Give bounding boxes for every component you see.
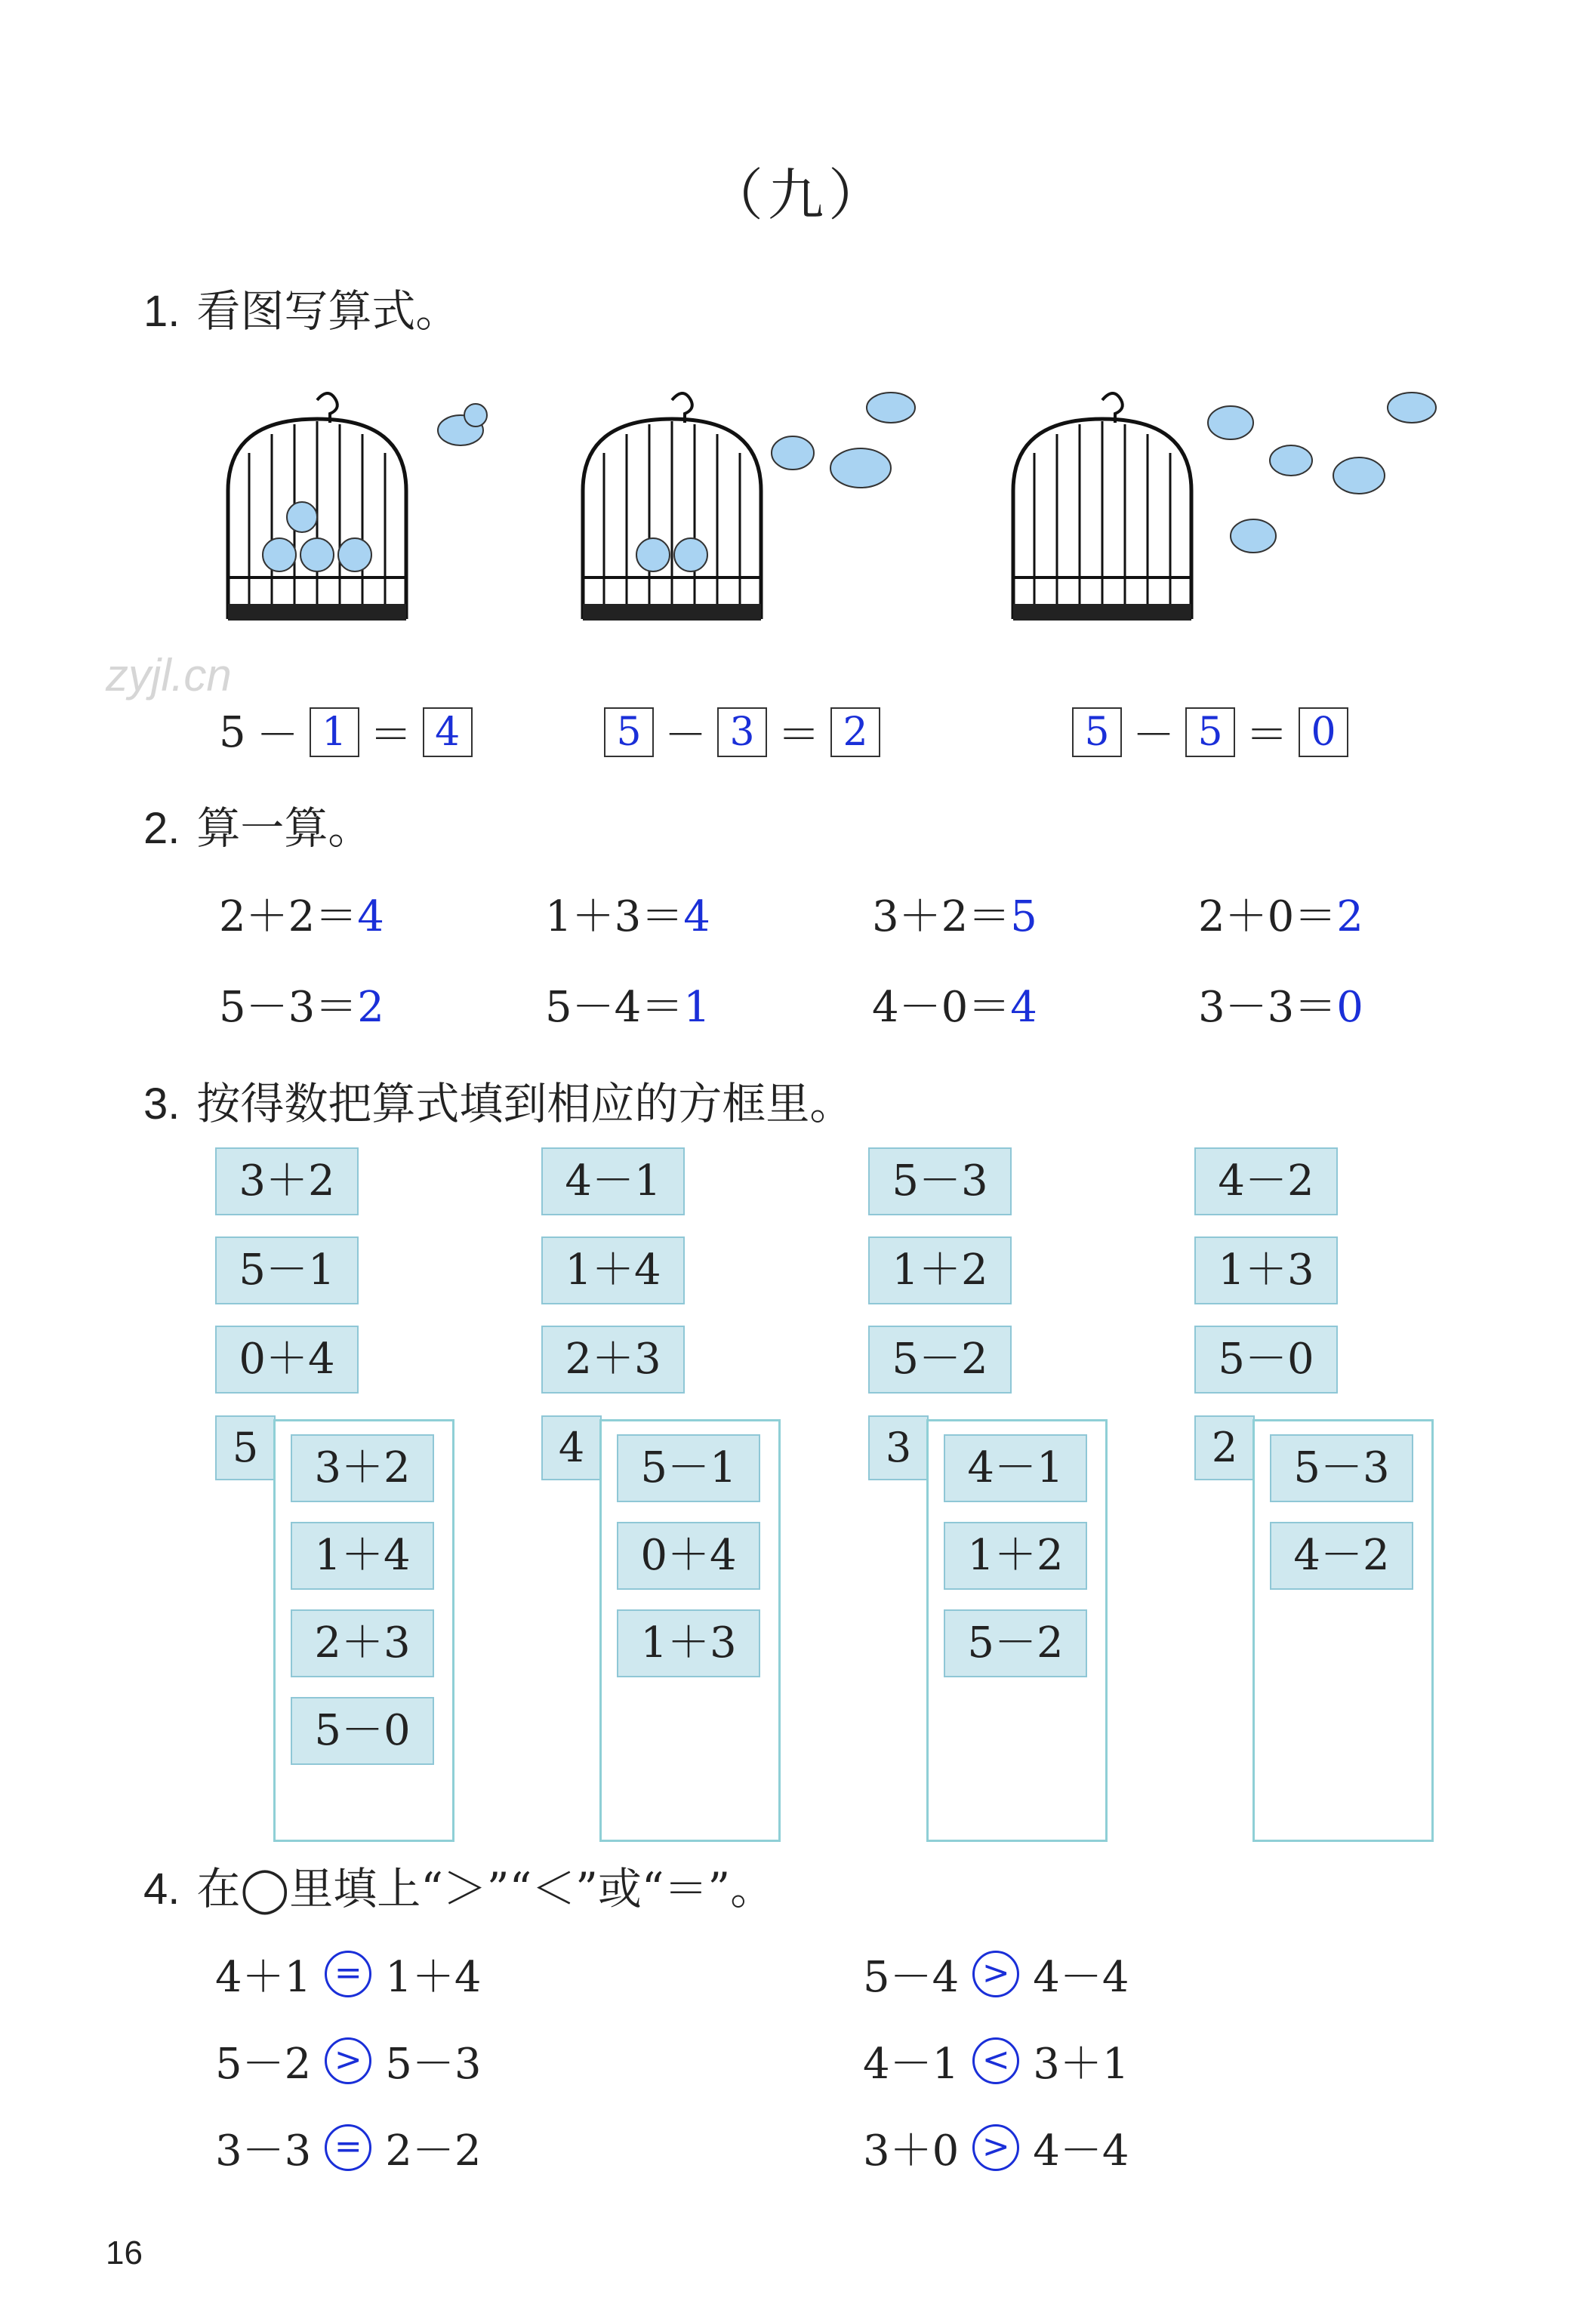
comparison-circle[interactable]: > bbox=[972, 2124, 1019, 2171]
sorted-expression-card[interactable]: 0＋4 bbox=[617, 1522, 760, 1590]
calculation-item bbox=[219, 883, 384, 944]
result-label: 3 bbox=[868, 1415, 929, 1480]
question-number: 3. bbox=[143, 1079, 180, 1129]
question-2-heading bbox=[143, 793, 371, 856]
question-3-heading bbox=[143, 1068, 853, 1132]
question-text: 看图写算式。 bbox=[196, 285, 460, 337]
calculation-item bbox=[1198, 974, 1363, 1034]
expression: 2＋0＝ bbox=[1198, 892, 1337, 941]
question-text: 算一算。 bbox=[196, 802, 372, 854]
expression: 4－0＝ bbox=[872, 983, 1011, 1032]
comparison-item bbox=[863, 1944, 1129, 2004]
result-label: 5 bbox=[215, 1415, 276, 1480]
sorted-expression-card[interactable]: 5－1 bbox=[617, 1434, 760, 1502]
answer-box-b[interactable]: 1 bbox=[310, 707, 359, 757]
comparison-circle[interactable]: = bbox=[325, 1951, 371, 1997]
question-text: 在◯里填上“＞”“＜”或“＝”。 bbox=[196, 1863, 775, 1914]
operand-a[interactable]: 5 bbox=[1072, 707, 1122, 757]
sorted-expression-card[interactable]: 4－2 bbox=[1270, 1522, 1413, 1590]
calculation-item bbox=[219, 974, 384, 1034]
expression-card[interactable]: 5－3 bbox=[868, 1147, 1012, 1215]
comparison-circle[interactable]: > bbox=[325, 2037, 371, 2084]
sorted-expression-card[interactable]: 4－1 bbox=[944, 1434, 1087, 1502]
question-number: 4. bbox=[143, 1865, 180, 1914]
comparison-item bbox=[863, 2031, 1129, 2091]
calculation-item bbox=[872, 883, 1037, 944]
calculation-item bbox=[545, 883, 710, 944]
expression-card[interactable]: 2＋3 bbox=[541, 1326, 685, 1394]
right-expression: 4－4 bbox=[1033, 2127, 1129, 2176]
answer[interactable]: 4 bbox=[1010, 983, 1037, 1032]
equals-sign: ＝ bbox=[1246, 711, 1288, 760]
equation-row bbox=[1072, 702, 1348, 762]
operand-a: 5 bbox=[219, 707, 246, 757]
sorted-expression-card[interactable]: 3＋2 bbox=[291, 1434, 434, 1502]
right-expression: 2－2 bbox=[385, 2127, 482, 2176]
answer[interactable]: 0 bbox=[1336, 983, 1363, 1032]
expression-card[interactable]: 1＋3 bbox=[1194, 1236, 1338, 1304]
expression-card[interactable]: 3＋2 bbox=[215, 1147, 359, 1215]
result-label: 2 bbox=[1194, 1415, 1255, 1480]
right-expression: 3＋1 bbox=[1033, 2040, 1129, 2089]
left-expression: 5－2 bbox=[215, 2040, 312, 2089]
left-expression: 3－3 bbox=[215, 2127, 312, 2176]
right-expression: 5－3 bbox=[385, 2040, 482, 2089]
sorted-expression-card[interactable]: 1＋3 bbox=[617, 1609, 760, 1677]
comparison-circle[interactable]: < bbox=[972, 2037, 1019, 2084]
answer[interactable]: 4 bbox=[357, 892, 384, 941]
expression: 3－3＝ bbox=[1198, 983, 1337, 1032]
expression: 2＋2＝ bbox=[219, 892, 358, 941]
expression: 3＋2＝ bbox=[872, 892, 1011, 941]
comparison-circle[interactable]: = bbox=[325, 2124, 371, 2171]
question-number: 2. bbox=[143, 804, 180, 853]
right-expression: 4－4 bbox=[1033, 1953, 1129, 2002]
operator: － bbox=[256, 711, 299, 760]
birdcage-illustration-1 bbox=[219, 385, 506, 627]
answer-box-c[interactable]: 0 bbox=[1299, 707, 1348, 757]
calculation-item bbox=[872, 974, 1037, 1034]
sorted-expression-card[interactable]: 1＋2 bbox=[944, 1522, 1087, 1590]
page-title: （九） bbox=[707, 163, 889, 228]
question-text: 按得数把算式填到相应的方框里。 bbox=[196, 1078, 854, 1129]
left-expression: 5－4 bbox=[863, 1953, 960, 2002]
expression-card[interactable]: 5－1 bbox=[215, 1236, 359, 1304]
sorted-expression-card[interactable]: 5－2 bbox=[944, 1609, 1087, 1677]
watermark: zyjl.cn bbox=[106, 650, 232, 701]
expression-card[interactable]: 1＋4 bbox=[541, 1236, 685, 1304]
sorted-expression-card[interactable]: 5－3 bbox=[1270, 1434, 1413, 1502]
answer[interactable]: 5 bbox=[1010, 892, 1037, 941]
answer-box-c[interactable]: 4 bbox=[423, 707, 473, 757]
answer-box-c[interactable]: 2 bbox=[830, 707, 880, 757]
operand-a[interactable]: 5 bbox=[604, 707, 654, 757]
right-expression: 1＋4 bbox=[385, 1953, 482, 2002]
question-4-heading bbox=[143, 1853, 774, 1917]
calculation-item bbox=[1198, 883, 1363, 944]
expression-card[interactable]: 4－1 bbox=[541, 1147, 685, 1215]
equals-sign: ＝ bbox=[778, 711, 820, 760]
answer-box-b[interactable]: 3 bbox=[717, 707, 767, 757]
birdcage-illustration-2 bbox=[574, 385, 936, 627]
equation-row bbox=[219, 702, 473, 762]
answer-box-b[interactable]: 5 bbox=[1185, 707, 1235, 757]
answer[interactable]: 2 bbox=[357, 983, 384, 1032]
calculation-item bbox=[545, 974, 710, 1034]
sorted-expression-card[interactable]: 2＋3 bbox=[291, 1609, 434, 1677]
expression: 5－3＝ bbox=[219, 983, 358, 1032]
left-expression: 4＋1 bbox=[215, 1953, 312, 2002]
expression-card[interactable]: 0＋4 bbox=[215, 1326, 359, 1394]
left-expression: 3＋0 bbox=[863, 2127, 960, 2176]
comparison-circle[interactable]: > bbox=[972, 1951, 1019, 1997]
sorted-expression-card[interactable]: 5－0 bbox=[291, 1697, 434, 1765]
question-1-heading bbox=[143, 276, 459, 339]
expression: 5－4＝ bbox=[545, 983, 684, 1032]
expression-card[interactable]: 1＋2 bbox=[868, 1236, 1012, 1304]
comparison-item bbox=[215, 1944, 482, 2004]
equation-row bbox=[604, 702, 880, 762]
expression: 1＋3＝ bbox=[545, 892, 684, 941]
comparison-item bbox=[863, 2117, 1129, 2178]
operator: － bbox=[1132, 711, 1175, 760]
sorted-expression-card[interactable]: 1＋4 bbox=[291, 1522, 434, 1590]
page-number: 16 bbox=[106, 2234, 143, 2271]
expression-card[interactable]: 5－2 bbox=[868, 1326, 1012, 1394]
operator: － bbox=[664, 711, 707, 760]
answer[interactable]: 2 bbox=[1336, 892, 1363, 941]
result-label: 4 bbox=[541, 1415, 602, 1480]
answer[interactable]: 4 bbox=[683, 892, 710, 941]
question-number: 1. bbox=[143, 287, 180, 336]
birdcage-illustration-3 bbox=[1004, 385, 1457, 627]
expression-card[interactable]: 4－2 bbox=[1194, 1147, 1338, 1215]
comparison-item bbox=[215, 2031, 482, 2091]
answer[interactable]: 1 bbox=[683, 983, 710, 1032]
expression-card[interactable]: 5－0 bbox=[1194, 1326, 1338, 1394]
equals-sign: ＝ bbox=[369, 711, 412, 760]
comparison-item bbox=[215, 2117, 482, 2178]
left-expression: 4－1 bbox=[863, 2040, 960, 2089]
